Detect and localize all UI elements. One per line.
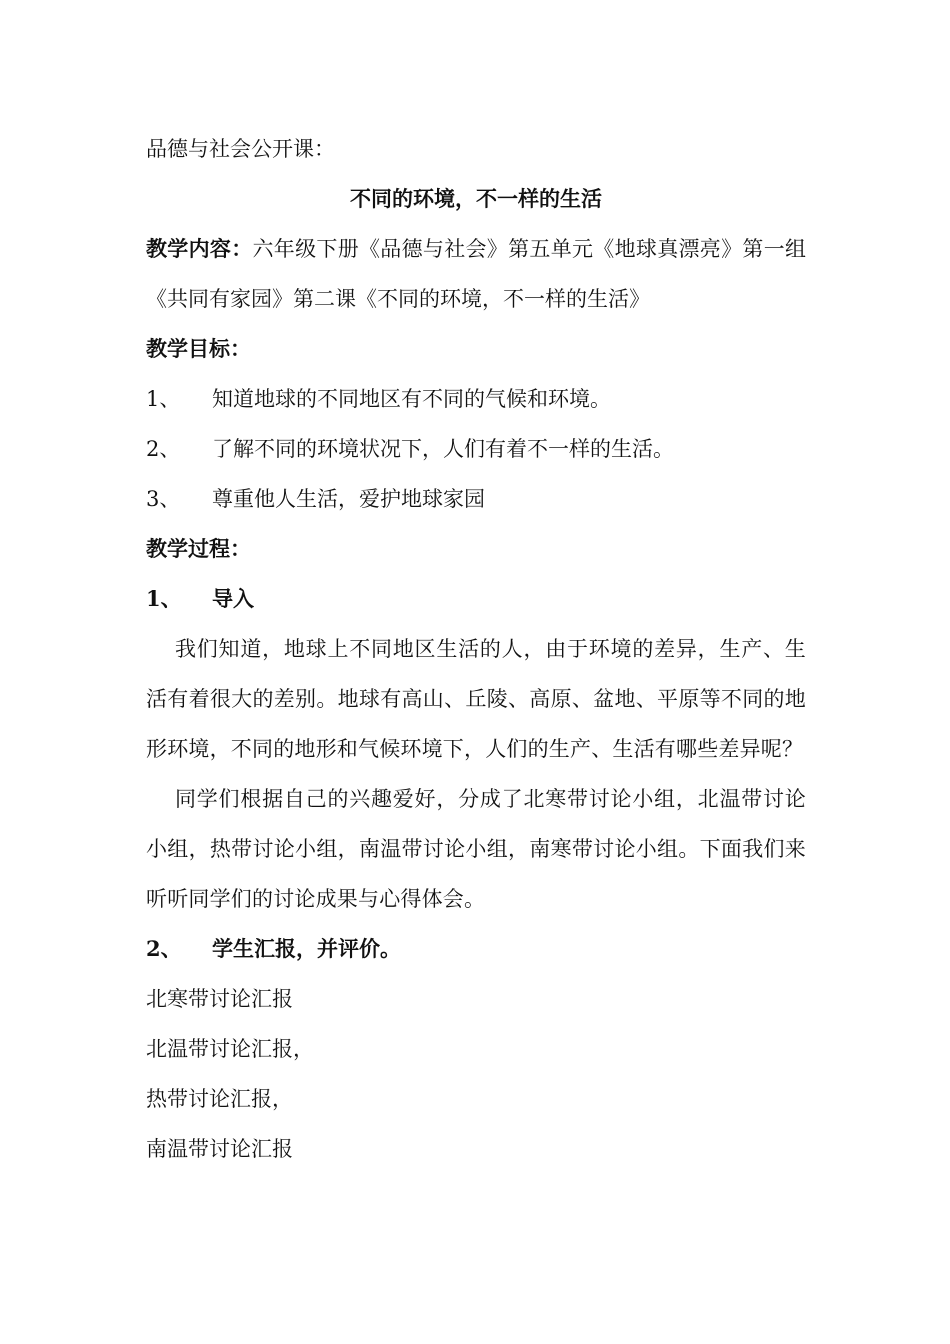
groups-paragraph: 同学们根据自己的兴趣爱好，分成了北寒带讨论小组，北温带讨论小组，热带讨论小组，南温带讨论小组，南寒带讨论小组。下面我们来听听同学们的讨论成果与心得体会。 bbox=[146, 787, 806, 911]
step-heading bbox=[146, 924, 806, 974]
step-label: 导入 bbox=[212, 586, 254, 611]
goal-text: 尊重他人生活，爱护地球家园 bbox=[212, 487, 485, 511]
process-heading: 教学过程： bbox=[146, 536, 251, 561]
doc-title: 不同的环境，不一样的生活 bbox=[350, 186, 602, 211]
goal-item bbox=[146, 474, 806, 524]
content-label: 教学内容： bbox=[146, 236, 253, 261]
document-page bbox=[146, 124, 806, 1174]
step-label: 学生汇报，并评价。 bbox=[212, 936, 401, 961]
step-number: 2、 bbox=[146, 936, 182, 961]
report-item: 热带讨论汇报， bbox=[146, 1087, 293, 1111]
report-item: 北寒带讨论汇报 bbox=[146, 987, 293, 1011]
goal-number: 2、 bbox=[146, 437, 181, 461]
report-item: 北温带讨论汇报， bbox=[146, 1037, 314, 1061]
step-heading bbox=[146, 574, 806, 624]
goal-text: 了解不同的环境状况下，人们有着不一样的生活。 bbox=[212, 437, 674, 461]
content-paragraph bbox=[146, 224, 806, 324]
goal-number: 3、 bbox=[146, 487, 181, 511]
goals-heading: 教学目标： bbox=[146, 336, 251, 361]
goal-text: 知道地球的不同地区有不同的气候和环境。 bbox=[212, 387, 611, 411]
goal-item bbox=[146, 374, 806, 424]
doc-header: 品德与社会公开课： bbox=[146, 137, 335, 161]
goal-item bbox=[146, 424, 806, 474]
goal-number: 1、 bbox=[146, 387, 181, 411]
content-text: 六年级下册《品德与社会》第五单元《地球真漂亮》第一组《共同有家园》第二课《不同的环境，不一样的生活》 bbox=[146, 237, 806, 311]
report-item: 南温带讨论汇报 bbox=[146, 1137, 293, 1161]
intro-paragraph: 我们知道，地球上不同地区生活的人，由于环境的差异，生产、生活有着很大的差别。地球有高山、丘陵、高原、盆地、平原等不同的地形环境，不同的地形和气候环境下，人们的生产、生活有哪些差异呢？ bbox=[146, 637, 806, 761]
step-number: 1、 bbox=[146, 586, 182, 611]
